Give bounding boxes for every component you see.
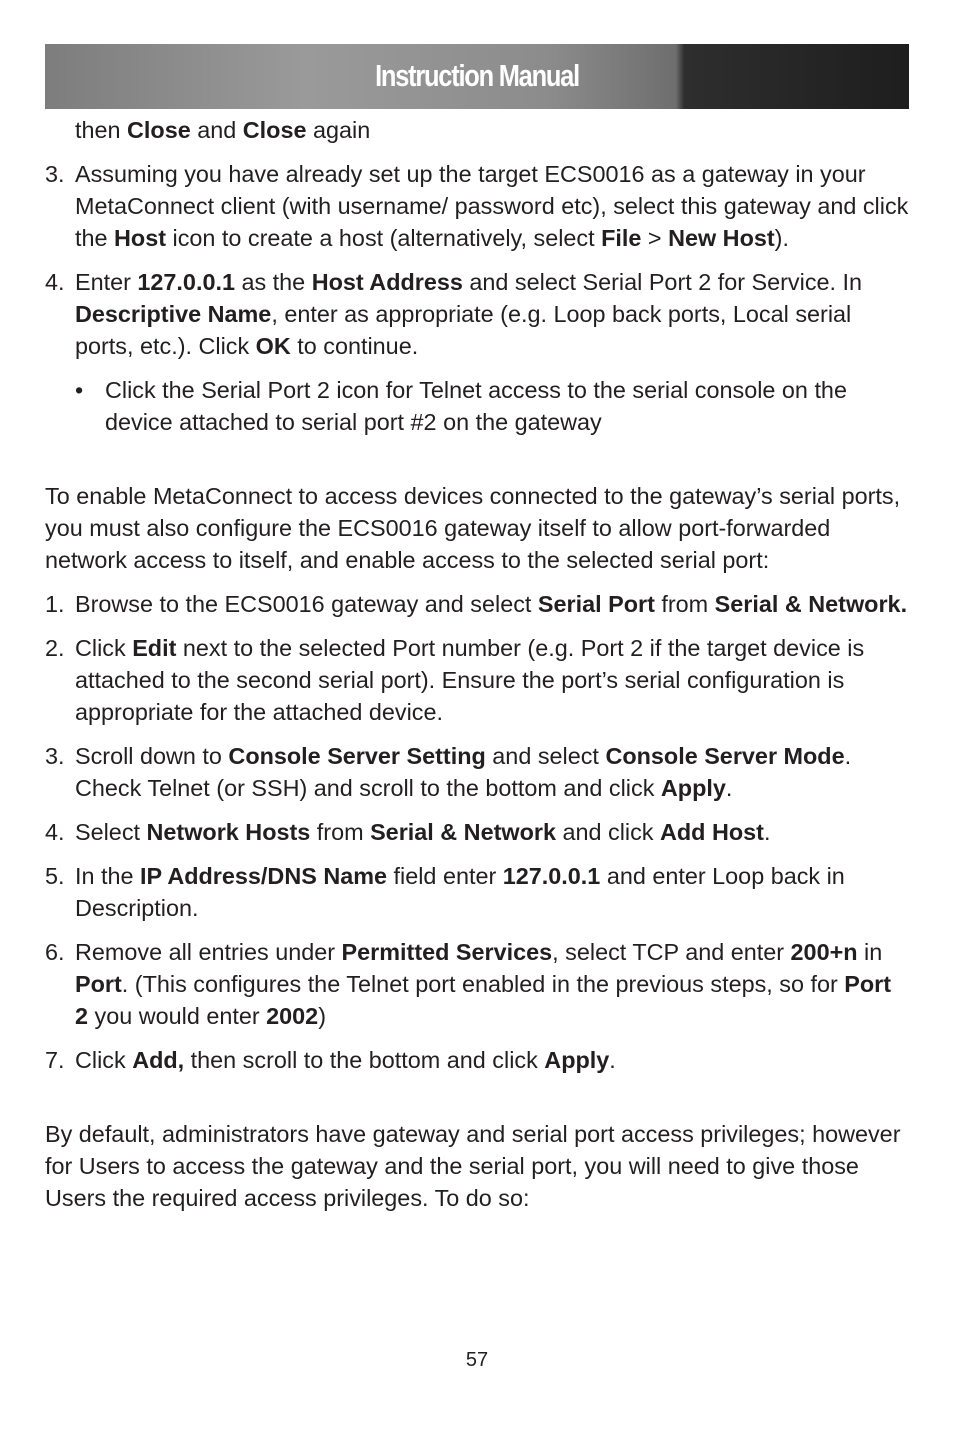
text-run: Assuming you have already set up the target ECS0016 as a gateway in your MetaConnect client (with username/ password etc), select this gateway and click the xyxy=(75,161,909,251)
bold-term: Add Host xyxy=(660,819,764,845)
list-item-number: 2. xyxy=(45,635,65,661)
text-run: icon to create a host (alternatively, select xyxy=(166,225,602,251)
bold-term: Network Hosts xyxy=(146,819,311,845)
list-item xyxy=(45,266,910,362)
bold-term: 2002 xyxy=(266,1003,319,1029)
list-item-text xyxy=(75,819,770,845)
text-run: from xyxy=(654,591,715,617)
continuation-text xyxy=(45,114,910,146)
bold-term: Host xyxy=(114,225,166,251)
text-run: , select TCP and enter xyxy=(552,939,791,965)
text-run: . xyxy=(609,1047,616,1073)
steps-list-host xyxy=(45,158,910,362)
header-title: Instruction Manual xyxy=(375,58,579,93)
text-run: . (This configures the Telnet port enabled in the previous steps, so for xyxy=(121,971,845,997)
page-content xyxy=(45,114,910,1226)
list-item-text xyxy=(75,161,908,251)
list-item-text xyxy=(75,591,907,617)
steps-list-gateway xyxy=(45,588,910,1076)
bullet-text: Click the Serial Port 2 icon for Telnet access to the serial console on the device attached to serial port #2 on the gateway xyxy=(105,377,847,435)
bold-term: File xyxy=(601,225,642,251)
text-run: Select xyxy=(75,819,147,845)
bold-term: Serial & Network. xyxy=(714,591,908,617)
bold-term: Host Address xyxy=(311,269,463,295)
bold-term: 127.0.0.1 xyxy=(137,269,235,295)
list-item xyxy=(45,936,910,1032)
text-run: and click xyxy=(555,819,660,845)
text-run: as the xyxy=(234,269,312,295)
bold-term: OK xyxy=(255,333,291,359)
bold-term: Console Server Mode xyxy=(605,743,845,769)
bold-term: Add, xyxy=(132,1047,185,1073)
text-run: next to the selected Port number (e.g. Port 2 if the target device is attached to the second serial port). Ensure the port’s serial configuration is appropriate for the attached device. xyxy=(75,635,865,725)
list-item-text xyxy=(75,1047,616,1073)
text-run: then scroll to the bottom and click xyxy=(184,1047,545,1073)
list-item xyxy=(45,816,910,848)
text-run: from xyxy=(310,819,371,845)
text-run: and select xyxy=(485,743,606,769)
intro-paragraph: To enable MetaConnect to access devices connected to the gateway’s serial ports, you must also configure the ECS0016 gateway itself to allow port-forwarded network access to itself, and enable access to the selected serial port: xyxy=(45,483,901,573)
list-item xyxy=(45,1044,910,1076)
text-run: Remove all entries under xyxy=(75,939,342,965)
text-run: Browse to the ECS0016 gateway and select xyxy=(75,591,538,617)
text-run: ). xyxy=(774,225,789,251)
bold-term: Apply xyxy=(544,1047,610,1073)
list-item-text xyxy=(75,269,862,359)
text-run: Click xyxy=(75,635,133,661)
text-run: > xyxy=(641,225,669,251)
bold-term: Port xyxy=(75,971,122,997)
bold-term: Serial & Network xyxy=(370,819,556,845)
list-item xyxy=(45,632,910,728)
list-item-number: 3. xyxy=(45,743,65,769)
bold-term: 200+n xyxy=(790,939,858,965)
list-item-text xyxy=(75,939,891,1029)
list-item-text xyxy=(75,743,851,801)
text-run: . xyxy=(725,775,733,801)
text-run: Scroll down to xyxy=(75,743,229,769)
bold-term: Edit xyxy=(132,635,177,661)
list-item-number: 7. xyxy=(45,1047,65,1073)
text-run: again xyxy=(306,117,371,143)
bullet-item xyxy=(45,374,910,438)
bold-term: Close xyxy=(242,117,307,143)
list-item-number: 5. xyxy=(45,863,65,889)
text-run: Click xyxy=(75,1047,133,1073)
text-run: you would enter xyxy=(88,1003,267,1029)
text-run: and xyxy=(190,117,243,143)
list-item xyxy=(45,740,910,804)
bullet-icon: • xyxy=(75,377,84,403)
text-run: . Check Telnet (or SSH) and scroll to the bottom and click xyxy=(75,743,852,801)
list-item xyxy=(45,158,910,254)
list-item-number: 4. xyxy=(45,819,65,845)
text-run: and enter Loop back in Description. xyxy=(75,863,845,921)
text-run: In the xyxy=(75,863,141,889)
text-run: , enter as appropriate (e.g. Loop back ports, Local serial ports, etc.). Click xyxy=(75,301,852,359)
text-run: and select Serial Port 2 for Service. In xyxy=(462,269,863,295)
list-item-number: 6. xyxy=(45,939,65,965)
text-run: . xyxy=(763,819,771,845)
list-item-number: 1. xyxy=(45,591,65,617)
list-item-text xyxy=(75,863,845,921)
closing-paragraph: By default, administrators have gateway and serial port access privileges; however for Users to access the gateway and the serial port, you will need to give those Users the required access privileges. To do so: xyxy=(45,1121,901,1211)
bold-term: 127.0.0.1 xyxy=(502,863,601,889)
header-banner xyxy=(45,44,909,109)
text-run: in xyxy=(857,939,883,965)
bold-term: Apply xyxy=(660,775,726,801)
bold-term: Console Server Setting xyxy=(228,743,486,769)
text-run: to continue. xyxy=(290,333,419,359)
text-run: ) xyxy=(318,1003,326,1029)
list-item-text xyxy=(75,635,864,725)
bold-term: New Host xyxy=(668,225,775,251)
page-number: 57 xyxy=(465,1349,489,1371)
text-run: Enter xyxy=(75,269,138,295)
list-item xyxy=(45,588,910,620)
text-run: field enter xyxy=(387,863,503,889)
bold-term: Permitted Services xyxy=(341,939,553,965)
list-item xyxy=(45,860,910,924)
bold-term: Descriptive Name xyxy=(75,301,272,327)
text-run: then xyxy=(75,117,128,143)
bold-term: Serial Port xyxy=(537,591,655,617)
list-item-number: 4. xyxy=(45,269,65,295)
bold-term: Close xyxy=(127,117,191,143)
bold-term: Port 2 xyxy=(75,971,892,1029)
bold-term: IP Address/DNS Name xyxy=(140,863,388,889)
list-item-number: 3. xyxy=(45,161,65,187)
